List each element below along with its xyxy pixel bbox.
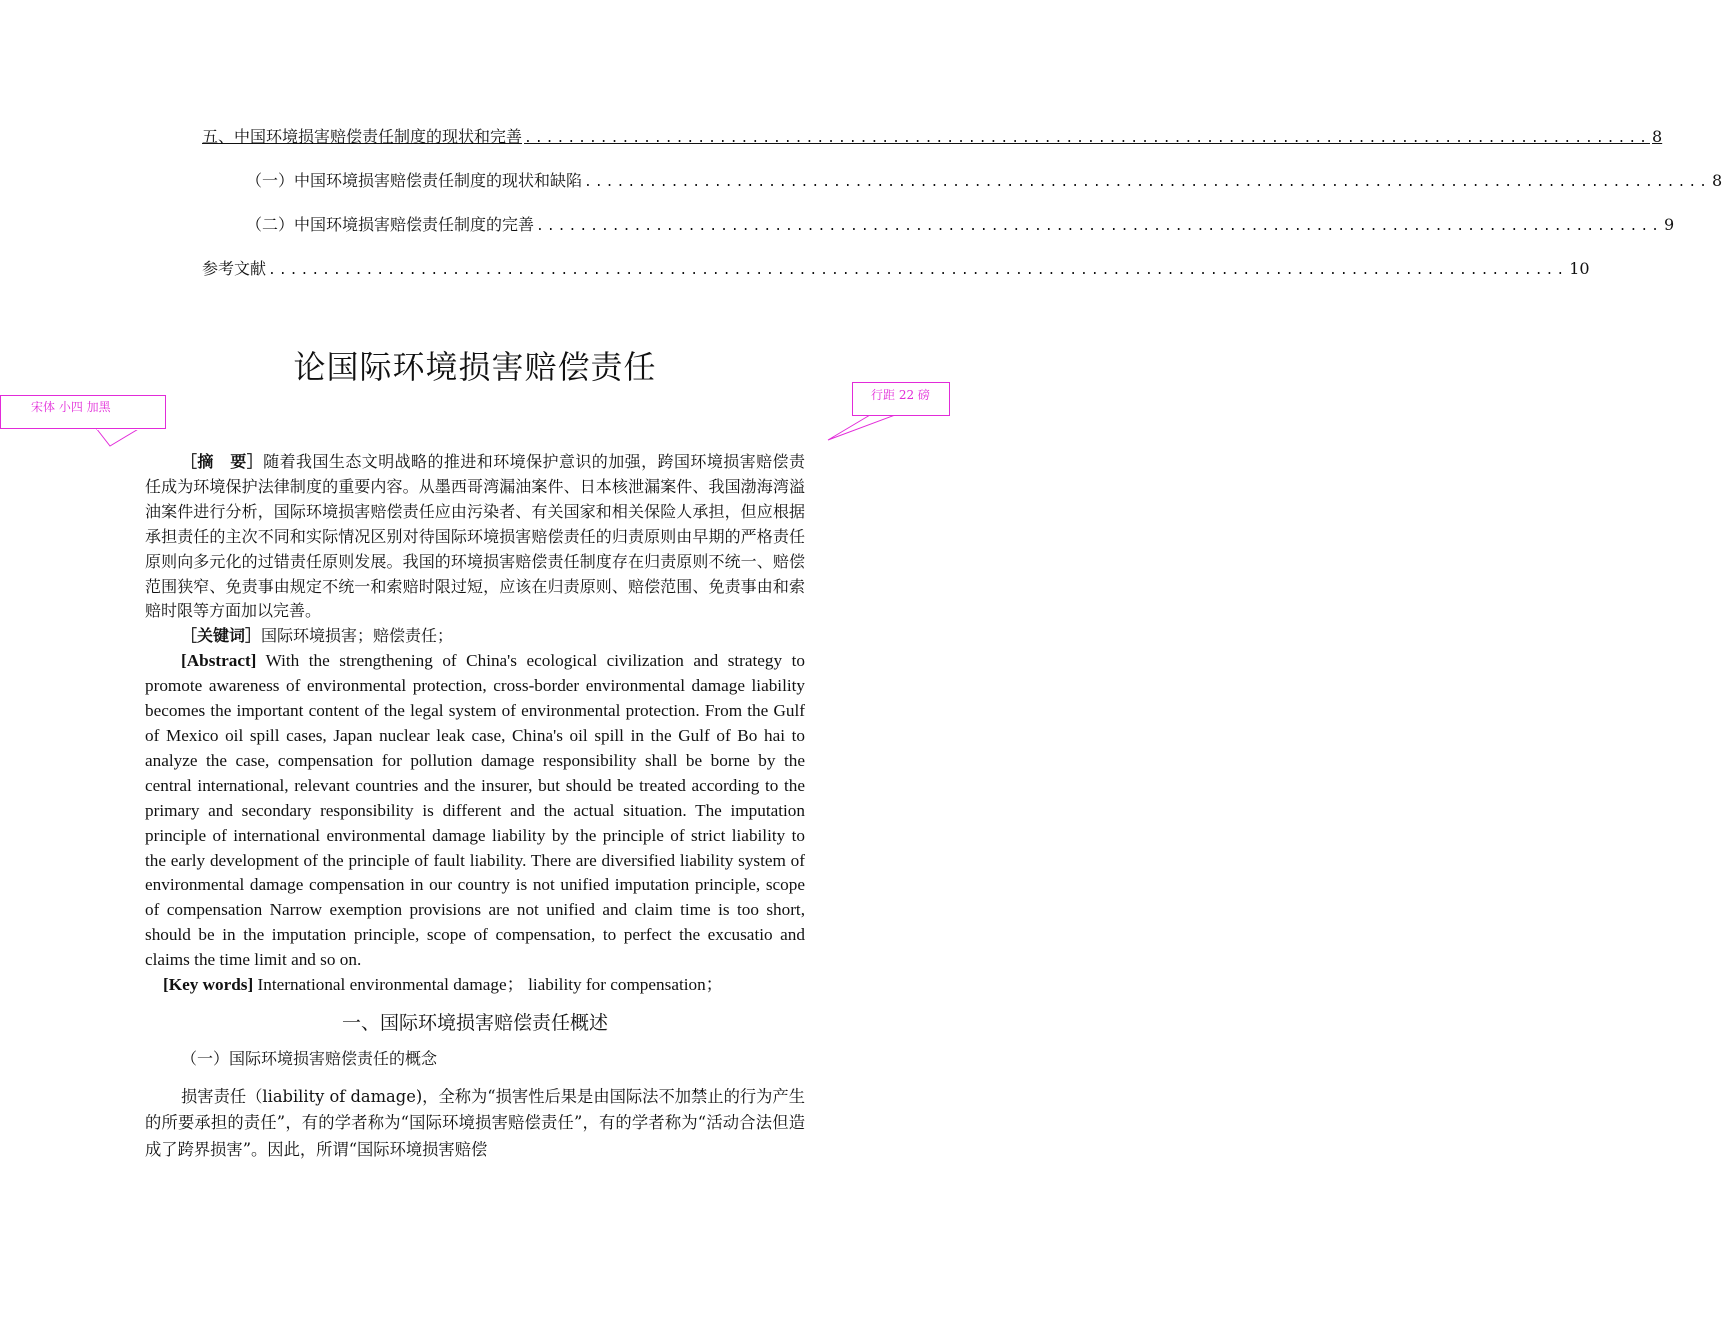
- body-paragraph: 损害责任（liability of damage)，全称为“损害性后果是由国际法不加禁止的行为产生的所要承担的责任”，有的学者称为“国际环境损害赔偿责任”，有的学者称为“活动合法但造成了跨界损害”。因此，所谓“国际环境损害赔偿: [145, 1086, 805, 1159]
- toc-entry-title: 参考文献: [202, 259, 267, 278]
- paper-body: [145, 450, 805, 1163]
- table-of-contents: [202, 122, 1722, 298]
- toc-entry-page: 9: [1664, 215, 1675, 234]
- abstract-cn-label: ［摘 要］: [181, 452, 264, 471]
- keywords-cn-text: 国际环境损害；赔偿责任；: [261, 626, 454, 646]
- subsection-heading: （一）国际环境损害赔偿责任的概念: [181, 1048, 438, 1068]
- toc-entry[interactable]: [202, 254, 1590, 298]
- keywords-en: [145, 973, 805, 998]
- keywords-en-label: [Key words]: [163, 975, 254, 995]
- toc-entry-page: 10: [1569, 259, 1590, 278]
- toc-entry-page: 8: [1712, 171, 1722, 190]
- format-comment-right[interactable]: 行距 22 磅: [852, 382, 950, 416]
- abstract-cn-text: 随着我国生态文明战略的推进和环境保护意识的加强，跨国环境损害赔偿责任成为环境保护法律制度的重要内容。从墨西哥湾漏油案件、日本核泄漏案件、我国渤海湾溢油案件进行分析，国际环境损害赔偿责任应由污染者、有关国家和相关保险人承担，但应根据承担责任的主次不同和实际情况区别对待国际环境损害赔偿责任的归责原则由早期的严格责任原则向多元化的过错责任原则发展。我国的环境损害赔偿责任制度存在归责原则不统一、赔偿范围狭窄、免责事由规定不统一和索赔时限过短，应该在归责原则、赔偿范围、免责事由和索赔时限等方面加以完善。: [145, 452, 805, 621]
- toc-entry[interactable]: [202, 122, 1663, 166]
- toc-entry-title: （一）中国环境损害赔偿责任制度的现状和缺陷: [246, 171, 583, 190]
- toc-entry[interactable]: [202, 210, 1675, 254]
- toc-dot-leader: ........................................................................................................................: [268, 263, 1568, 278]
- callout-right-tail: [828, 415, 895, 440]
- toc-dot-leader: ........................................................................................................: [536, 219, 1662, 234]
- keywords-en-text: International environmental damage； liability for compensation；: [253, 975, 723, 995]
- toc-entry-title: （二）中国环境损害赔偿责任制度的完善: [246, 215, 535, 234]
- format-comment-left[interactable]: 宋体 小四 加黑: [0, 395, 166, 429]
- toc-entry[interactable]: [202, 166, 1722, 210]
- keywords-cn: [145, 624, 805, 649]
- toc-entry-page: 8: [1652, 127, 1663, 146]
- abstract-en-text: With the strengthening of China's ecological civilization and strategy to promote awareness of environmental protection, cross-border environmental damage liability becomes the important content of the legal system of environmental protection. From the Gulf of Mexico oil spill cases, Japan nuclear leak case, China's oil spill in the Gulf of Bo hai to analyze the case, compensation for pollution damage responsibility shall be borne by the central international, relevant countries and the insurer, but should be treated according to the primary and secondary responsibility is different and the actual situation. The imputation principle of international environmental damage liability by the principle of strict liability to the early development of the principle of fault liability. There are diversified liability system of environmental damage compensation in our country is not unified imputation principle, scope of compensation Narrow exemption provisions are not unified and claim time is too short, should be in the imputation principle, scope of compensation, to perfect the excusatio and claims the time limit and so on.: [145, 651, 805, 970]
- toc-dot-leader: ........................................................................................................: [524, 131, 1650, 146]
- toc-dot-leader: ........................................................................................................: [584, 175, 1710, 190]
- keywords-cn-label: ［关键词］: [181, 626, 262, 646]
- abstract-en-label: [Abstract]: [181, 651, 257, 671]
- abstract-cn: [145, 450, 805, 624]
- section-heading: 一、国际环境损害赔偿责任概述: [341, 1011, 608, 1034]
- abstract-en: [145, 649, 805, 973]
- paper-title: 论国际环境损害赔偿责任: [293, 348, 657, 386]
- callout-left-tail: [96, 428, 140, 446]
- toc-entry-title: 五、中国环境损害赔偿责任制度的现状和完善: [202, 127, 523, 146]
